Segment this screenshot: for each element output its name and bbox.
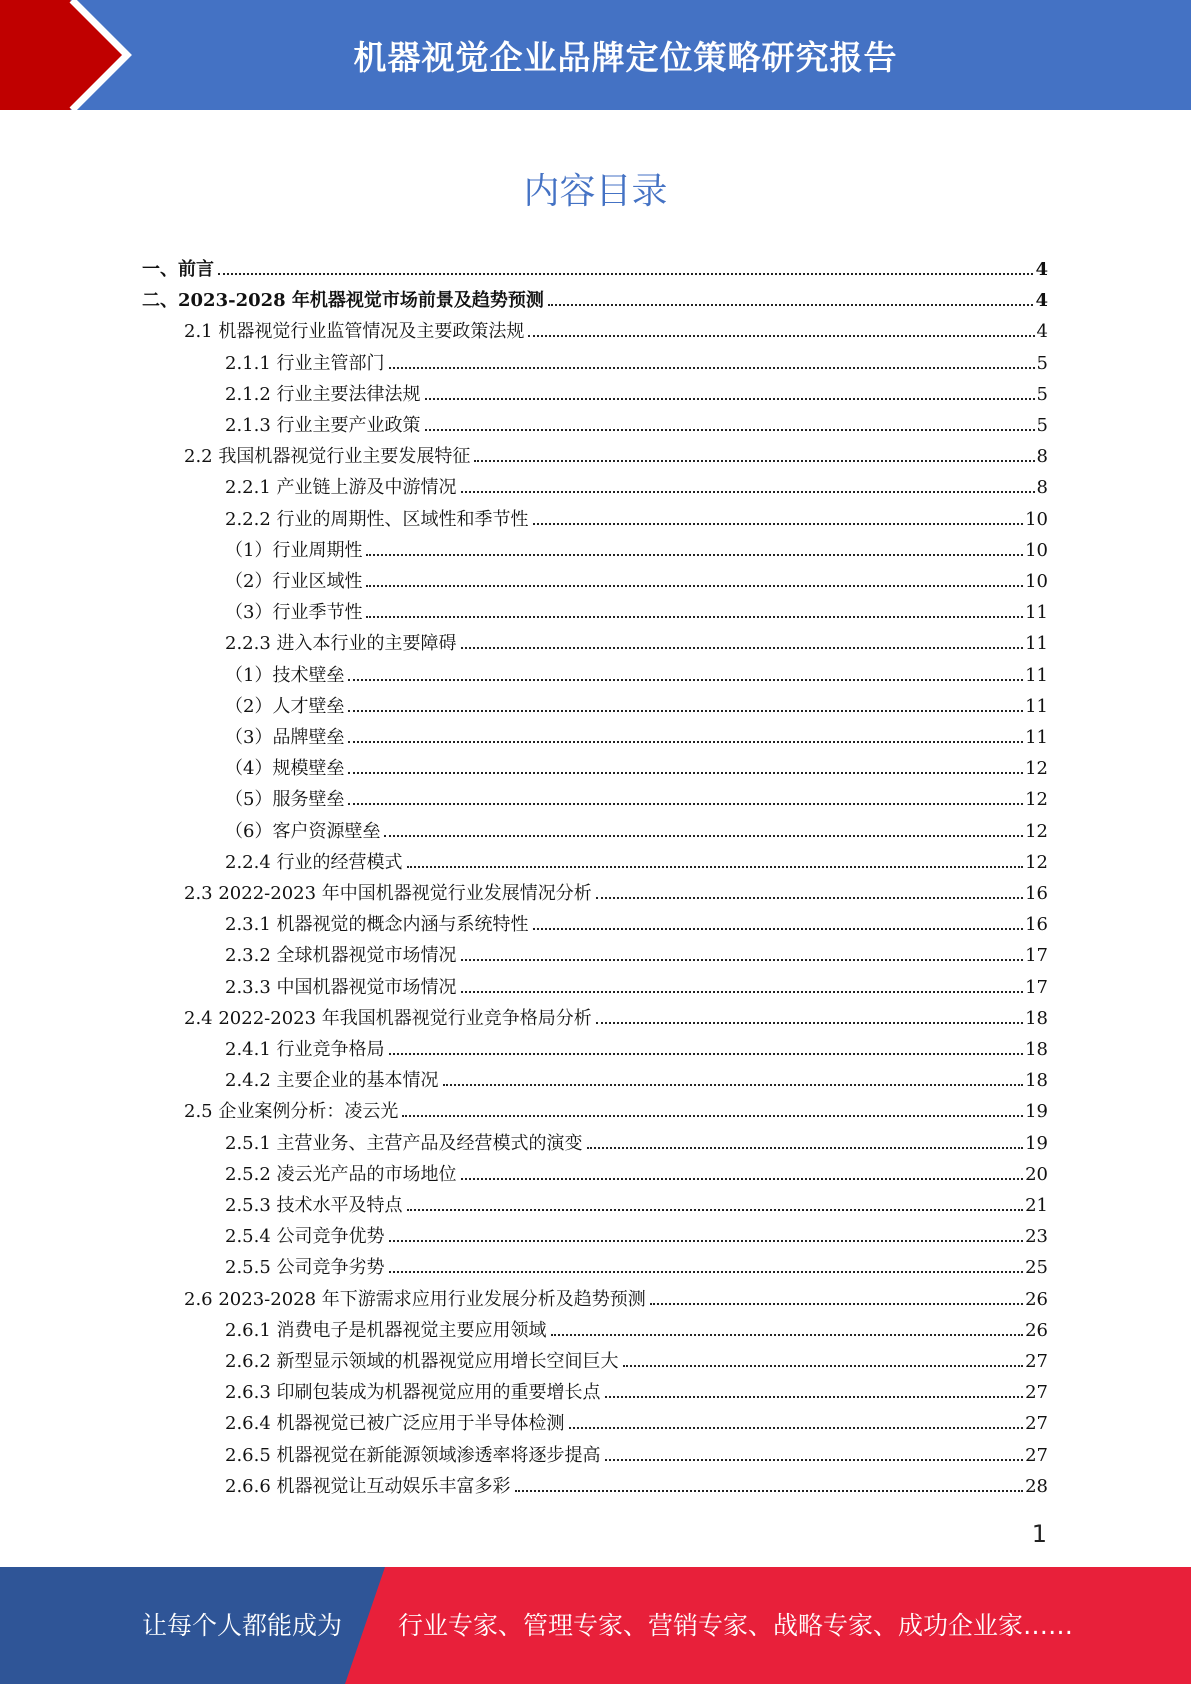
toc-entry-page: 5 xyxy=(1036,352,1048,374)
toc-entry-title: （5）服务壁垒 xyxy=(225,789,345,811)
toc-leader-dots xyxy=(348,710,1023,712)
toc-leader-dots xyxy=(515,1490,1024,1492)
toc-entry[interactable] xyxy=(225,972,1048,1003)
toc-leader-dots xyxy=(389,1053,1024,1055)
toc-entry[interactable] xyxy=(142,285,1048,316)
toc-entry-page: 27 xyxy=(1025,1444,1048,1466)
toc-entry-title: 2.4.1 行业竞争格局 xyxy=(225,1039,385,1060)
toc-entry-title: 2.5 企业案例分析：凌云光 xyxy=(184,1101,399,1123)
toc-entry-page: 10 xyxy=(1025,508,1048,530)
toc-leader-dots xyxy=(407,866,1024,868)
toc-entry[interactable] xyxy=(225,784,1048,815)
toc-entry-title: 2.3.2 全球机器视觉市场情况 xyxy=(225,945,457,967)
toc-entry-page: 10 xyxy=(1025,571,1048,592)
toc-entry-page: 19 xyxy=(1025,1132,1048,1154)
toc-entry[interactable] xyxy=(225,1128,1048,1159)
toc-entry[interactable] xyxy=(184,1003,1048,1034)
toc-leader-dots xyxy=(348,772,1023,774)
toc-entry[interactable] xyxy=(184,878,1048,909)
toc-entry-page: 11 xyxy=(1025,633,1048,655)
toc-leader-dots xyxy=(569,1427,1024,1429)
toc-entry[interactable] xyxy=(225,379,1048,410)
toc-leader-dots xyxy=(348,679,1023,681)
toc-entry[interactable] xyxy=(225,940,1048,971)
toc-leader-dots xyxy=(389,1271,1024,1273)
toc-heading: 内容目录 xyxy=(523,171,668,212)
toc-entry-title: 2.4.2 主要企业的基本情况 xyxy=(225,1070,439,1092)
report-header-band xyxy=(0,0,1191,110)
toc-entry-page: 17 xyxy=(1025,945,1048,967)
toc-leader-dots xyxy=(474,460,1034,462)
toc-entry[interactable] xyxy=(225,1034,1048,1065)
toc-leader-dots xyxy=(402,1115,1023,1117)
toc-entry-title: （1）技术壁垒 xyxy=(225,664,345,686)
toc-entry-title: 2.6 2023-2028 年下游需求应用行业发展分析及趋势预测 xyxy=(184,1288,646,1310)
toc-leader-dots xyxy=(605,1459,1024,1461)
toc-leader-dots xyxy=(461,491,1035,493)
toc-entry-title: 2.2.1 产业链上游及中游情况 xyxy=(225,477,457,499)
page-number: 1 xyxy=(1031,1520,1047,1548)
toc-entry-title: 2.1.3 行业主要产业政策 xyxy=(225,415,421,436)
toc-entry-page: 25 xyxy=(1025,1257,1048,1279)
toc-entry-page: 16 xyxy=(1025,914,1048,936)
toc-entry-page: 26 xyxy=(1025,1319,1048,1341)
toc-entry[interactable] xyxy=(225,348,1048,379)
toc-entry-title: 2.5.3 技术水平及特点 xyxy=(225,1195,403,1216)
toc-entry-title: 2.5.5 公司竞争劣势 xyxy=(225,1257,385,1279)
toc-entry-page: 12 xyxy=(1025,820,1048,842)
toc-entry[interactable] xyxy=(225,660,1048,691)
toc-entry-title: 2.2.4 行业的经营模式 xyxy=(225,851,403,873)
toc-entry-title: （1）行业周期性 xyxy=(225,539,363,561)
toc-entry-title: 2.6.2 新型显示领域的机器视觉应用增长空间巨大 xyxy=(225,1351,619,1372)
toc-entry[interactable] xyxy=(225,816,1048,847)
footer-band xyxy=(0,1567,1191,1684)
toc-entry-page: 17 xyxy=(1025,976,1048,998)
toc-entry-title: 2.6.3 印刷包装成为机器视觉应用的重要增长点 xyxy=(225,1382,601,1404)
toc-entry[interactable] xyxy=(225,504,1048,535)
toc-entry-page: 10 xyxy=(1025,539,1048,561)
toc-entry-page: 4 xyxy=(1035,290,1048,312)
toc-entry-title: 一、前言 xyxy=(142,259,214,280)
toc-leader-dots xyxy=(389,367,1035,369)
toc-entry-page: 8 xyxy=(1036,446,1048,468)
toc-entry[interactable] xyxy=(225,722,1048,753)
toc-entry[interactable] xyxy=(225,1440,1048,1471)
toc-entry-page: 8 xyxy=(1036,477,1048,499)
toc-entry-page: 28 xyxy=(1025,1475,1048,1497)
toc-entry[interactable] xyxy=(225,691,1048,722)
report-title: 机器视觉企业品牌定位策略研究报告 xyxy=(353,37,898,77)
toc-entry[interactable] xyxy=(225,1471,1048,1502)
toc-entry-title: 2.6.4 机器视觉已被广泛应用于半导体检测 xyxy=(225,1413,565,1435)
toc-entry[interactable] xyxy=(225,1315,1048,1346)
toc-leader-dots xyxy=(425,429,1035,431)
chevron-arrow-icon xyxy=(0,0,150,110)
toc-entry-page: 4 xyxy=(1035,259,1048,280)
toc-entry-page: 4 xyxy=(1036,321,1048,343)
toc-entry[interactable] xyxy=(225,597,1048,628)
toc-leader-dots xyxy=(596,897,1023,899)
toc-entry[interactable] xyxy=(225,1221,1048,1252)
toc-entry[interactable] xyxy=(225,628,1048,659)
toc-entry[interactable] xyxy=(184,316,1048,347)
toc-entry-title: （4）规模壁垒 xyxy=(225,758,345,780)
toc-entry-title: 2.2 我国机器视觉行业主要发展特征 xyxy=(184,446,471,468)
toc-entry-title: 2.5.1 主营业务、主营产品及经营模式的演变 xyxy=(225,1132,583,1154)
toc-entry-page: 18 xyxy=(1025,1070,1048,1092)
toc-entry[interactable] xyxy=(142,254,1048,285)
toc-leader-dots xyxy=(407,1209,1024,1211)
toc-entry-page: 12 xyxy=(1025,789,1048,811)
toc-leader-dots xyxy=(389,1240,1024,1242)
toc-entry-page: 11 xyxy=(1025,664,1048,686)
toc-entry-title: 2.1 机器视觉行业监管情况及主要政策法规 xyxy=(184,321,525,343)
toc-leader-dots xyxy=(533,928,1024,930)
toc-entry-title: 2.6.1 消费电子是机器视觉主要应用领域 xyxy=(225,1319,547,1341)
toc-entry-title: 2.4 2022-2023 年我国机器视觉行业竞争格局分析 xyxy=(184,1007,592,1029)
toc-entry-title: 2.2.3 进入本行业的主要障碍 xyxy=(225,633,457,655)
toc-entry-title: 2.5.4 公司竞争优势 xyxy=(225,1226,385,1248)
toc-leader-dots xyxy=(348,741,1023,743)
toc-entry-page: 27 xyxy=(1025,1413,1048,1435)
toc-entry[interactable] xyxy=(225,1252,1048,1283)
toc-entry[interactable] xyxy=(225,1190,1048,1221)
toc-leader-dots xyxy=(528,335,1034,337)
toc-entry-page: 26 xyxy=(1025,1288,1048,1310)
toc-entry-title: （3）行业季节性 xyxy=(225,602,363,624)
toc-entry-page: 18 xyxy=(1025,1039,1048,1060)
toc-entry-title: 二、2023-2028 年机器视觉市场前景及趋势预测 xyxy=(142,290,544,312)
toc-entry-title: 2.3.1 机器视觉的概念内涵与系统特性 xyxy=(225,914,529,936)
toc-leader-dots xyxy=(461,1178,1024,1180)
toc-entry-title: （6）客户资源壁垒 xyxy=(225,820,381,842)
toc-entry[interactable] xyxy=(225,1346,1048,1377)
toc-leader-dots xyxy=(461,991,1024,993)
toc-entry-title: （2）行业区域性 xyxy=(225,571,363,592)
toc-leader-dots xyxy=(461,959,1024,961)
toc-entry-page: 27 xyxy=(1025,1382,1048,1404)
toc-leader-dots xyxy=(461,647,1024,649)
toc-leader-dots xyxy=(425,398,1035,400)
toc-leader-dots xyxy=(366,585,1023,587)
toc-entry[interactable] xyxy=(225,1065,1048,1096)
toc-leader-dots xyxy=(623,1365,1024,1367)
toc-leader-dots xyxy=(587,1147,1024,1149)
toc-entry-page: 5 xyxy=(1036,415,1048,436)
toc-leader-dots xyxy=(366,554,1023,556)
toc-entry-page: 11 xyxy=(1025,602,1048,624)
toc-leader-dots xyxy=(548,304,1034,306)
toc-entry-page: 21 xyxy=(1025,1195,1048,1216)
toc-entry[interactable] xyxy=(225,847,1048,878)
toc-entry[interactable] xyxy=(225,1159,1048,1190)
toc-entry-page: 11 xyxy=(1025,727,1048,748)
toc-leader-dots xyxy=(218,273,1033,275)
toc-entry[interactable] xyxy=(225,410,1048,441)
toc-entry[interactable] xyxy=(225,472,1048,503)
toc-leader-dots xyxy=(366,616,1023,618)
toc-entry-title: （3）品牌壁垒 xyxy=(225,727,345,748)
toc-entry-page: 11 xyxy=(1025,695,1048,717)
toc-entry[interactable] xyxy=(184,1096,1048,1127)
toc-entry-page: 12 xyxy=(1025,851,1048,873)
toc-entry-title: 2.1.1 行业主管部门 xyxy=(225,352,385,374)
toc-entry-page: 5 xyxy=(1036,383,1048,405)
toc-entry-title: 2.1.2 行业主要法律法规 xyxy=(225,383,421,405)
toc-entry-title: 2.5.2 凌云光产品的市场地位 xyxy=(225,1163,457,1185)
toc-entry[interactable] xyxy=(225,535,1048,566)
toc-entry-page: 20 xyxy=(1025,1163,1048,1185)
toc-entry[interactable] xyxy=(225,909,1048,940)
toc-entry[interactable] xyxy=(225,566,1048,597)
toc-entry[interactable] xyxy=(225,1408,1048,1439)
toc-entry-title: （2）人才壁垒 xyxy=(225,695,345,717)
toc-leader-dots xyxy=(596,1022,1023,1024)
toc-leader-dots xyxy=(650,1303,1023,1305)
toc-entry-page: 12 xyxy=(1025,758,1048,780)
toc-entry[interactable] xyxy=(225,1377,1048,1408)
toc-entry-title: 2.3 2022-2023 年中国机器视觉行业发展情况分析 xyxy=(184,883,592,904)
toc-leader-dots xyxy=(348,803,1023,805)
toc-entry[interactable] xyxy=(184,1284,1048,1315)
toc-leader-dots xyxy=(605,1396,1024,1398)
toc-leader-dots xyxy=(533,523,1024,525)
toc-entry-page: 27 xyxy=(1025,1351,1048,1372)
footer-slogan-right: 行业专家、管理专家、营销专家、战略专家、成功企业家…… xyxy=(398,1611,1074,1640)
toc-entry-title: 2.6.6 机器视觉让互动娱乐丰富多彩 xyxy=(225,1475,511,1497)
toc-entry-title: 2.3.3 中国机器视觉市场情况 xyxy=(225,976,457,998)
toc-entry-page: 19 xyxy=(1025,1101,1048,1123)
toc-entry-title: 2.6.5 机器视觉在新能源领域渗透率将逐步提高 xyxy=(225,1444,601,1466)
toc-entry-title: 2.2.2 行业的周期性、区域性和季节性 xyxy=(225,508,529,530)
toc-leader-dots xyxy=(551,1334,1024,1336)
toc-leader-dots xyxy=(384,835,1023,837)
toc-leader-dots xyxy=(443,1084,1024,1086)
toc-entry-page: 23 xyxy=(1025,1226,1048,1248)
toc-entry-page: 16 xyxy=(1025,883,1048,904)
toc-entry-page: 18 xyxy=(1025,1007,1048,1029)
toc-entry[interactable] xyxy=(225,753,1048,784)
toc-entry[interactable] xyxy=(184,441,1048,472)
footer-slogan-left: 让每个人都能成为 xyxy=(142,1611,343,1640)
